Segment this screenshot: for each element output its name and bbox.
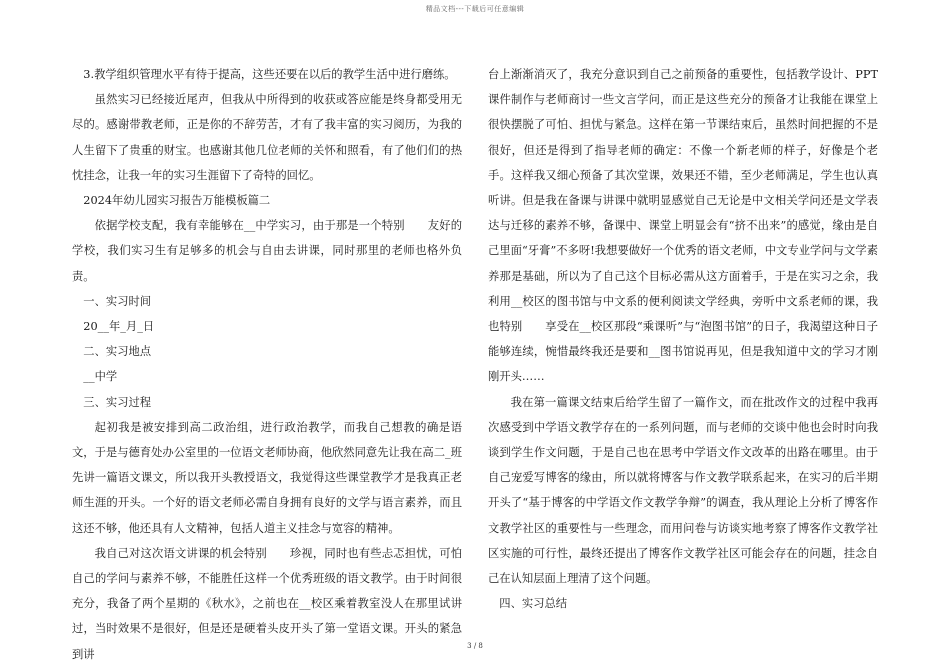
left-paragraph: 20__年_月_日 bbox=[83, 320, 155, 334]
left-paragraph: 3.教学组织管理水平有待于提高，这些还要在以后的教学生活中进行磨练。 bbox=[83, 68, 456, 81]
page-number: 3 / 8 bbox=[467, 642, 483, 650]
left-paragraph: 我自己对这次语文讲课的机会特别 珍视，同时也有些忐忑担忧，可怕自己的学问与素养不够，不能胜任这样一个优秀班级的语文教学。由于时间很充分，我备了两个星期的《秋水》，之前也在__校区乘着教室没人在那里试讲过，当时效果不是很好，但是还是硬着头皮开头了第一堂语文课。开头的紧急到讲 bbox=[72, 546, 462, 661]
left-paragraph: 一、实习时间 bbox=[83, 294, 152, 308]
left-paragraph: 起初我是被安排到高二政治组，进行政治教学，而我自己想教的确是语文，于是与德育处办公室里的一位语文老师协商，他欣然同意先让我在高二_班先讲一篇语文课文，所以我开头教授语文，我觉得这些课堂教学才是我真正老师生涯的开头。一个好的语文老师必需自身拥有良好的文学与语言素养，而且这还不够，他还具有人文精神，包括人道主义挂念与宽容的精神。 bbox=[72, 420, 462, 535]
left-paragraph: 2024年幼儿园实习报告万能模板篇二 bbox=[83, 194, 271, 208]
right-paragraph: 我在第一篇课文结束后给学生留了一篇作文，而在批改作文的过程中我再次感受到中学语文教学存在的一系列问题，而与老师的交谈中他也会时时向我谈到学生作文问题，于是自己也在思考中学语文作文改革的出路在哪里。由于自己宠爱写博客的缘由，所以就将博客与作文教学联系起来，在实习的后半期开头了“基于博客的中学语文作文教学争辩”的调查，我从理论上分析了博客作文教学社区的重要性与一些理念，而用问卷与访谈实地考察了博客作文教学社区实施的可行性，最终还提出了博客作文教学社区可能会存在的问题，挂念自己在认知层面上理清了这个问题。 bbox=[488, 395, 878, 586]
right-column bbox=[488, 62, 878, 616]
left-paragraph: 二、实习地点 bbox=[83, 345, 152, 359]
page-header: 精品文档---下载后可任意编辑 bbox=[425, 5, 525, 13]
left-paragraph: 虽然实习已经接近尾声，但我从中所得到的收获或答应能是终身都受用无尽的。感谢带教老师，正是你的不辞劳苦，才有了我丰富的实习阅历，为我的人生留下了贵重的财宝。也感谢其他几位老师的关怀和照看，有了他们们的热忱挂念，让我一年的实习生涯留下了奇特的回忆。 bbox=[72, 93, 462, 182]
right-paragraph: 四、实习总结 bbox=[499, 597, 568, 611]
left-column bbox=[72, 62, 462, 667]
right-paragraph: 台上渐渐消灭了，我充分意识到自己之前预备的重要性，包括教学设计、PPT课件制作与老师商讨一些文言学问，而正是这些充分的预备才让我能在课堂上很快摆脱了可怕、担忧与紧急。这样在第一节课结束后，虽然时间把握的不是很好，但还是得到了指导老师的确定：不像一个新老师的样子，好像是个老手。这样我又细心预备了其次堂课，效果还不错，至少老师满足，学生也认真听讲。但是我在备课与讲课中就明显感觉自己无论是中文相关学问还是文学表达与迁移的素养不够，备课中、课堂上明显会有“挤不出来”的感觉，缘由是自己里面“牙膏”不多呀!我想要做好一个优秀的语文老师，中文专业学问与文学素养那是基础，所以为了自己这个目标必需从这方面着手，于是在实习之余，我利用__校区的图书馆与中文系的便利阅读文学经典，旁听中文系老师的课，我也特别 享受在__校区那段“乘课听”与“泡图书馆”的日子，我渴望这种日子能够连续，惋惜最终我还是要和__图书馆说再见，但是我知道中文的学习才刚刚开头…… bbox=[488, 68, 878, 384]
left-paragraph: __中学 bbox=[83, 370, 118, 384]
left-paragraph: 三、实习过程 bbox=[83, 395, 152, 409]
left-paragraph: 依据学校支配，我有幸能够在__中学实习，由于那是一个特别 友好的学校，我们实习生有足够多的机会与自由去讲课，同时那里的老师也格外负责。 bbox=[72, 219, 462, 283]
